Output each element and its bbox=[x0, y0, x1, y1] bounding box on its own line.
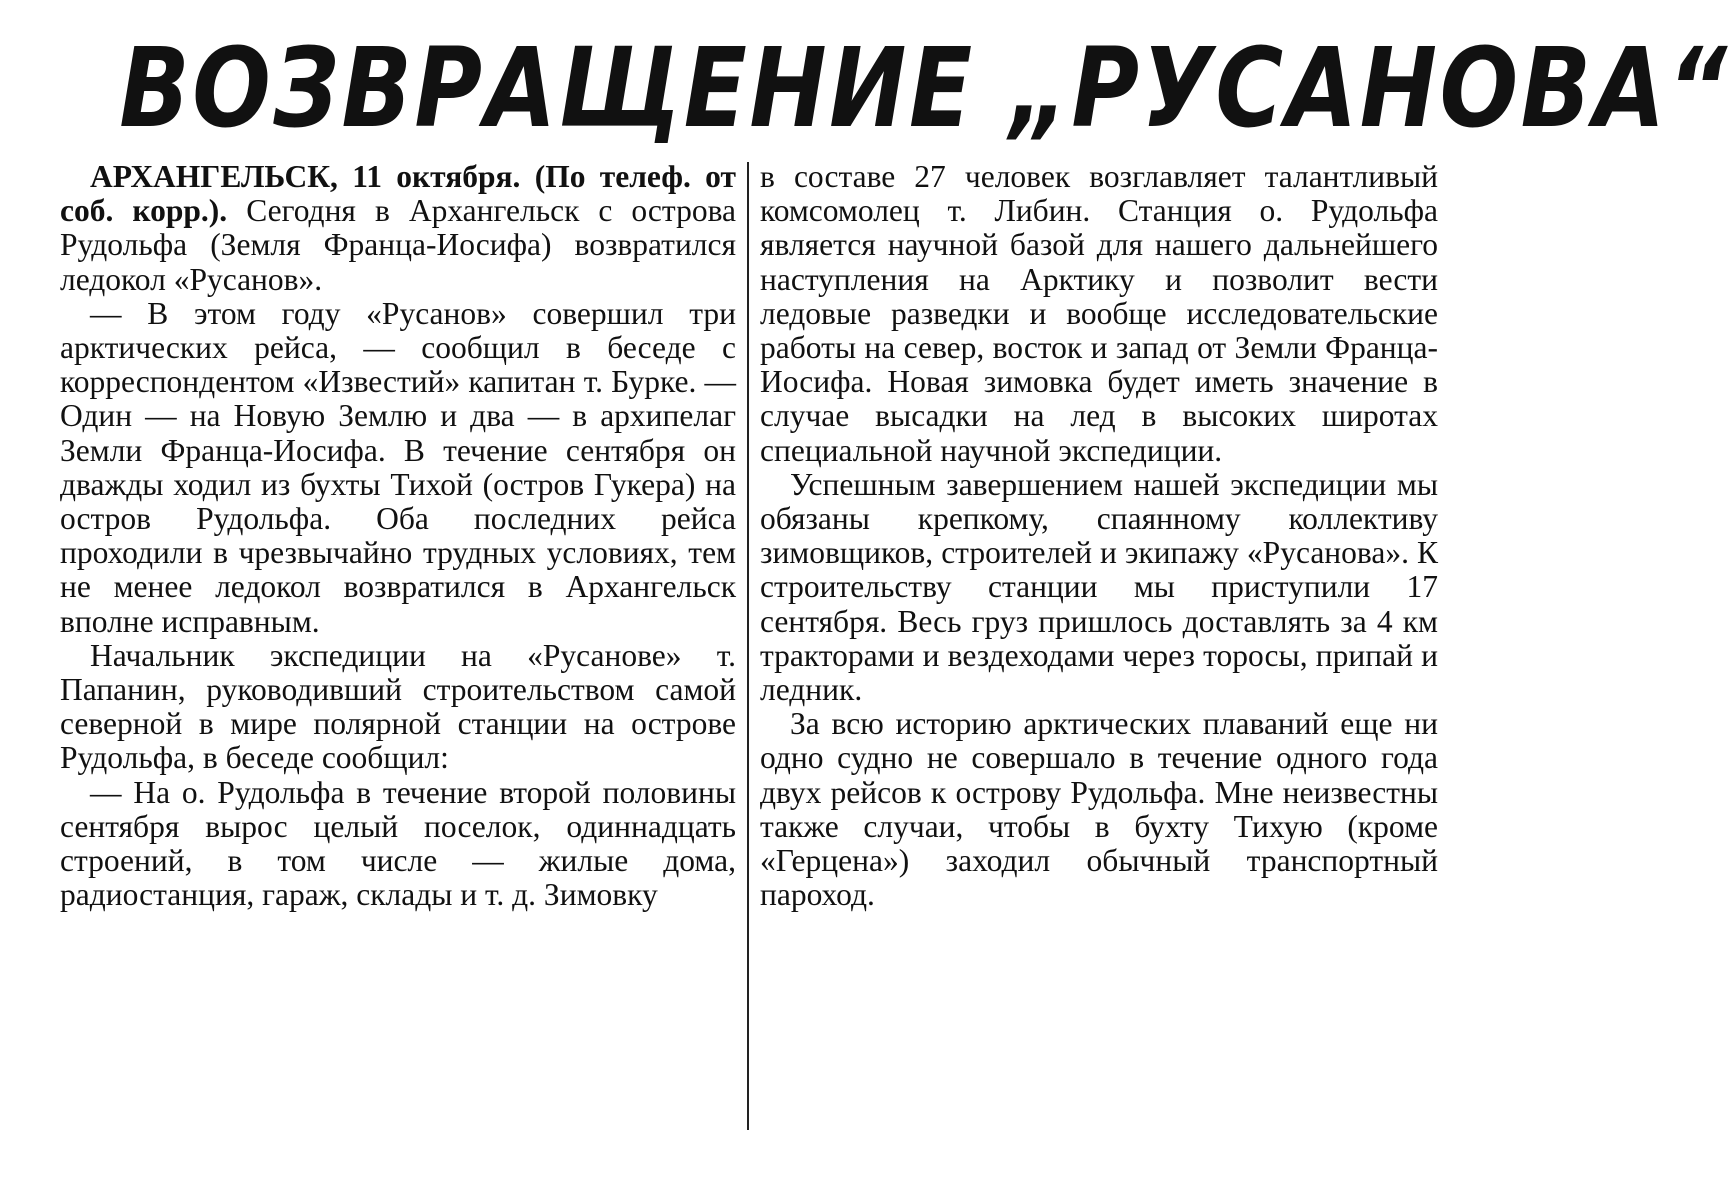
article-paragraph: За всю историю арктических плаваний еще ни одно судно не совершало в течение одного года двух рейсов к острову Рудольфа. Мне неизвестны также случаи, чтобы в бухту Тихую (кроме «Герцена») заходил обычный транспортный пароход. bbox=[760, 706, 1438, 913]
article-column-right bbox=[760, 160, 1438, 912]
article-paragraph: в составе 27 человек возглавляет талантливый комсомолец т. Либин. Станция о. Рудольфа является научной базой для нашего дальнейшего наступления на Арктику и позволит вести ледовые разведки и вообще исследовательские работы на север, восток и запад от Земли Франца-Иосифа. Новая зимовка будет иметь значение в случае высадки на лед в высоких широтах специальной научной экспедиции. bbox=[760, 159, 1438, 468]
article-column-left bbox=[60, 160, 736, 912]
article-paragraph bbox=[60, 160, 736, 297]
column-divider bbox=[747, 162, 749, 1130]
dateline: АРХАНГЕЛЬСК, 11 октября. (По телеф. от соб. корр.). bbox=[60, 159, 736, 229]
article-paragraph: Успешным завершением нашей экспедиции мы обязаны крепкому, спаянному коллективу зимовщиков, строителей и экипажу «Русанова». К строительству станции мы приступили 17 сентября. Весь груз пришлось доставлять за 4 км тракторами и вездеходами через торосы, припай и ледник. bbox=[760, 466, 1438, 708]
article-paragraph: Начальник экспедиции на «Русанове» т. Папанин, руководивший строительством самой северной в мире полярной станции на острове Рудольфа, в беседе сообщил: bbox=[60, 637, 736, 776]
headline: ВОЗВРАЩЕНИЕ „РУСАНОВА“ bbox=[119, 24, 1730, 152]
paragraph-text: Сегодня в Архангельск с острова Рудольфа (Земля Франца-Иосифа) возвратился ледокол «Русанов». bbox=[60, 193, 737, 297]
article-paragraph: — На о. Рудольфа в течение второй половины сентября вырос целый поселок, одиннадцать строений, в том числе — жилые дома, радиостанция, гараж, склады и т. д. Зимовку bbox=[60, 774, 736, 913]
article-paragraph: — В этом году «Русанов» совершил три арктических рейса, — сообщил в беседе с корреспондентом «Известий» капитан т. Бурке. — Один — на Новую Землю и два — в архипелаг Земли Франца-Иосифа. В течение сентября он дважды ходил из бухты Тихой (остров Гукера) на остров Рудольфа. Оба последних рейса проходили в чрезвычайно трудных условиях, тем не менее ледокол возвратился в Архангельск вполне исправным. bbox=[60, 295, 736, 639]
